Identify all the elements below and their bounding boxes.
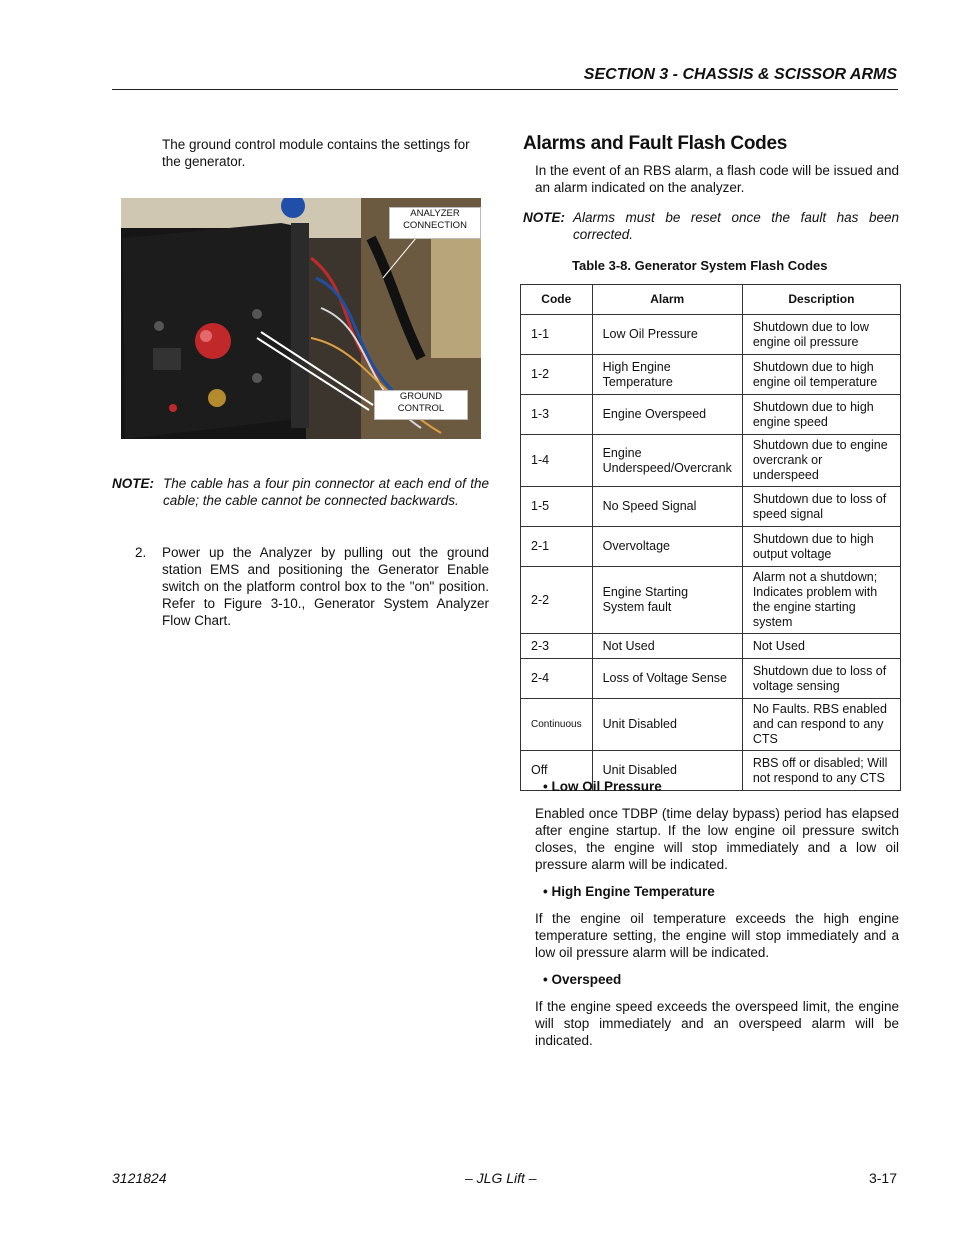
table-row <box>521 567 901 634</box>
description-cell: No Faults. RBS enabled and can respond to any CTS <box>742 699 900 751</box>
table-row <box>521 395 901 435</box>
code-cell: 2-2 <box>521 567 593 634</box>
table-row <box>521 435 901 487</box>
code-cell: Off <box>521 751 593 791</box>
bullet-low-oil-pressure: • Low Oil Pressure <box>543 779 662 794</box>
alarm-cell: Low Oil Pressure <box>592 315 742 355</box>
table-row <box>521 527 901 567</box>
description-cell: Shutdown due to high output voltage <box>742 527 900 567</box>
alarm-cell: Loss of Voltage Sense <box>592 659 742 699</box>
alarm-cell: Engine Underspeed/Overcrank <box>592 435 742 487</box>
description-cell: Shutdown due to high engine speed <box>742 395 900 435</box>
code-cell: 2-4 <box>521 659 593 699</box>
header-description: Description <box>742 285 900 315</box>
section-heading: Alarms and Fault Flash Codes <box>523 133 787 154</box>
code-cell: 1-4 <box>521 435 593 487</box>
description-cell: Shutdown due to loss of voltage sensing <box>742 659 900 699</box>
header-rule <box>112 89 898 90</box>
alarm-cell: No Speed Signal <box>592 487 742 527</box>
table-row <box>521 355 901 395</box>
header-alarm: Alarm <box>592 285 742 315</box>
description-cell: Alarm not a shutdown; Indicates problem with the engine starting system <box>742 567 900 634</box>
overspeed-text: If the engine speed exceeds the overspeed limit, the engine will stop immediately and an overspeed alarm will be indicated. <box>535 999 899 1048</box>
table-row <box>521 699 901 751</box>
bullet-high-engine-temperature: • High Engine Temperature <box>543 884 715 899</box>
alarm-cell: Unit Disabled <box>592 699 742 751</box>
intro-paragraph: The ground control module contains the settings for the generator. <box>162 137 470 169</box>
high-engine-temperature-text: If the engine oil temperature exceeds the high engine temperature setting, the engine will stop immediately and a low oil pressure alarm will be indicated. <box>535 911 899 960</box>
step-text: Power up the Analyzer by pulling out the ground station EMS and positioning the Generator Enable switch on the platform control box to the "on" position. Refer to Figure 3-10., Generator System Analyzer Flow Chart. <box>162 545 489 628</box>
step-number: 2. <box>135 545 147 560</box>
ground-control-label: GROUND CONTROL <box>374 390 468 420</box>
description-cell: RBS off or disabled; Will not respond to any CTS <box>742 751 900 791</box>
low-oil-pressure-text: Enabled once TDBP (time delay bypass) period has elapsed after engine startup. If the low engine oil pressure switch closes, the engine will stop immediately and a low oil pressure alarm will be indicated. <box>535 806 899 872</box>
table-row <box>521 487 901 527</box>
table-row <box>521 315 901 355</box>
alarm-cell: Unit Disabled <box>592 751 742 791</box>
code-cell: 1-5 <box>521 487 593 527</box>
note-label-left: NOTE: <box>112 476 154 491</box>
table-row <box>521 659 901 699</box>
footer-doc-number: 3121824 <box>112 1170 167 1186</box>
alarm-cell: Engine Overspeed <box>592 395 742 435</box>
alarms-intro: In the event of an RBS alarm, a flash code will be issued and an alarm indicated on the analyzer. <box>535 163 899 195</box>
ground-control-photo <box>121 198 481 439</box>
section-title: SECTION 3 - CHASSIS & SCISSOR ARMS <box>583 66 897 83</box>
bullet-icon: • <box>543 884 552 899</box>
footer-page-number: 3-17 <box>868 1170 897 1186</box>
bullet-icon: • <box>543 779 552 794</box>
description-cell: Shutdown due to engine overcrank or underspeed <box>742 435 900 487</box>
note-label-right: NOTE: <box>523 210 565 225</box>
code-cell: 2-1 <box>521 527 593 567</box>
note-text-right: Alarms must be reset once the fault has been corrected. <box>573 210 899 242</box>
note-text-left: The cable has a four pin connector at each end of the cable; the cable cannot be connected backwards. <box>163 476 489 508</box>
description-cell: Shutdown due to high engine oil temperature <box>742 355 900 395</box>
bullet-overspeed: • Overspeed <box>543 972 622 987</box>
code-cell: 1-2 <box>521 355 593 395</box>
code-cell: Continuous <box>521 699 593 751</box>
table-row <box>521 634 901 659</box>
description-cell: Shutdown due to loss of speed signal <box>742 487 900 527</box>
code-cell: 1-1 <box>521 315 593 355</box>
code-cell: 2-3 <box>521 634 593 659</box>
table-header-row <box>521 285 901 315</box>
description-cell: Shutdown due to low engine oil pressure <box>742 315 900 355</box>
alarm-cell: Engine Starting System fault <box>592 567 742 634</box>
analyzer-connection-label: ANALYZER CONNECTION <box>389 207 481 239</box>
table-title: Table 3-8. Generator System Flash Codes <box>572 258 828 273</box>
flash-codes-table <box>520 284 901 791</box>
description-cell: Not Used <box>742 634 900 659</box>
code-cell: 1-3 <box>521 395 593 435</box>
alarm-cell: Not Used <box>592 634 742 659</box>
bullet-icon: • <box>543 972 552 987</box>
alarm-cell: Overvoltage <box>592 527 742 567</box>
footer-center: – JLG Lift – <box>465 1170 537 1186</box>
header-code: Code <box>521 285 593 315</box>
alarm-cell: High Engine Temperature <box>592 355 742 395</box>
